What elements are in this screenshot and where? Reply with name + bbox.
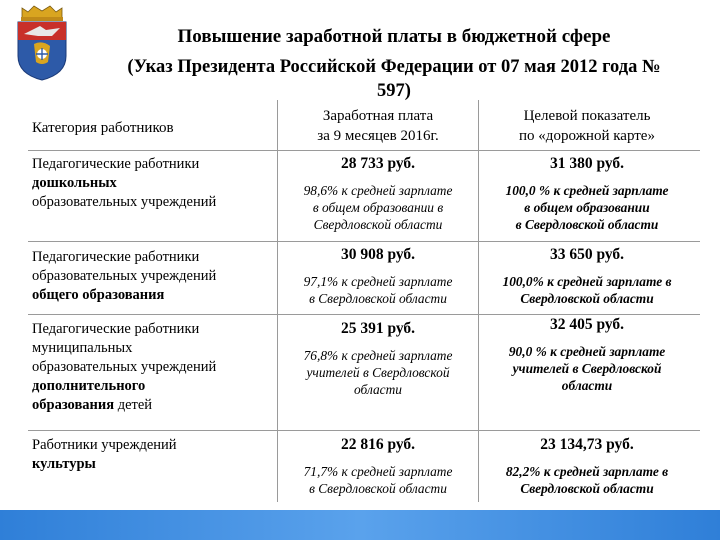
row-general-education-salary: 30 908 руб. xyxy=(340,246,416,263)
grid-line xyxy=(478,100,479,502)
category-text: муниципальных xyxy=(32,340,133,356)
category-text: Работники учреждений xyxy=(32,437,177,453)
page-subtitle-line1: (Указ Президента Российской Федерации от 07 мая 2012 года № xyxy=(127,57,661,77)
note-line: в общем образовании xyxy=(524,200,650,215)
note-line: 98,6% к средней зарплате xyxy=(303,183,453,198)
category-bold-text: культуры xyxy=(32,456,96,472)
grid-line xyxy=(28,430,700,431)
note-line: Свердловской области xyxy=(520,291,654,306)
row-preschool-target-note xyxy=(483,182,691,233)
note-line: в Свердловской области xyxy=(309,291,447,306)
grid-line xyxy=(277,100,278,502)
row-preschool-salary-note xyxy=(283,182,473,233)
note-line: 100,0 % к средней зарплате xyxy=(505,183,669,198)
category-bold-text: общего образования xyxy=(32,287,165,303)
row-additional-education-salary-note xyxy=(283,347,473,398)
row-preschool-salary: 28 733 руб. xyxy=(340,155,416,172)
row-culture-category xyxy=(32,436,270,474)
category-text: Педагогические работники xyxy=(32,156,200,172)
row-general-education-category xyxy=(32,248,270,305)
category-bold-text: дополнительного xyxy=(32,378,146,394)
row-general-education-target: 33 650 руб. xyxy=(549,246,625,263)
page-subtitle-line2: 597) xyxy=(377,81,411,101)
row-additional-education-target-note xyxy=(483,343,691,394)
row-preschool-target: 31 380 руб. xyxy=(549,155,625,172)
header-salary-line2: за 9 месяцев 2016г. xyxy=(317,128,439,144)
note-line: области xyxy=(561,378,613,393)
note-line: Свердловской области xyxy=(520,481,654,496)
category-text: образовательных учреждений xyxy=(32,194,217,210)
header-salary xyxy=(283,106,473,146)
header-target-line1: Целевой показатель xyxy=(523,108,651,124)
row-culture-salary-note xyxy=(283,463,473,497)
category-bold-text: дошкольных xyxy=(32,175,117,191)
row-additional-education-category xyxy=(32,320,270,415)
header-salary-line1: Заработная плата xyxy=(322,108,434,124)
note-line: 71,7% к средней зарплате xyxy=(303,464,453,479)
footer-bar xyxy=(0,510,720,540)
row-culture-salary: 22 816 руб. xyxy=(340,436,416,453)
category-bold-text: образования xyxy=(32,397,115,413)
note-line: Свердловской области xyxy=(313,217,443,232)
grid-line xyxy=(28,150,700,151)
row-general-education-target-note xyxy=(483,273,691,307)
note-line: 90,0 % к средней зарплате xyxy=(508,344,666,359)
row-general-education-salary-note xyxy=(283,273,473,307)
grid-line xyxy=(28,314,700,315)
category-text: образовательных учреждений xyxy=(32,359,217,375)
category-text: детей xyxy=(114,397,153,413)
note-line: в общем образовании в xyxy=(312,200,444,215)
row-additional-education-target: 32 405 руб. xyxy=(549,316,625,333)
header-target-line2: по «дорожной карте» xyxy=(519,128,655,144)
row-preschool-category xyxy=(32,155,270,212)
note-line: 100,0% к средней зарплате в xyxy=(502,274,672,289)
header-target xyxy=(483,106,691,146)
city-coat-of-arms-logo xyxy=(12,4,72,82)
category-text: образовательных учреждений xyxy=(32,268,217,284)
category-text: Педагогические работники xyxy=(32,321,200,337)
note-line: в Свердловской области xyxy=(515,217,659,232)
note-line: в Свердловской области xyxy=(309,481,447,496)
note-line: 82,2% к средней зарплате в xyxy=(505,464,669,479)
note-line: учителей в Свердловской xyxy=(512,361,662,376)
header-category: Категория работников xyxy=(32,120,174,136)
row-culture-target: 23 134,73 руб. xyxy=(540,436,634,453)
row-additional-education-salary: 25 391 руб. xyxy=(340,320,416,337)
note-line: 97,1% к средней зарплате xyxy=(303,274,453,289)
note-line: области xyxy=(354,382,402,397)
note-line: 76,8% к средней зарплате xyxy=(303,348,453,363)
category-text: Педагогические работники xyxy=(32,249,200,265)
note-line: учителей в Свердловской xyxy=(306,365,450,380)
page-title: Повышение заработной платы в бюджетной сфере xyxy=(177,26,611,47)
grid-line xyxy=(28,241,700,242)
row-culture-target-note xyxy=(483,463,691,497)
